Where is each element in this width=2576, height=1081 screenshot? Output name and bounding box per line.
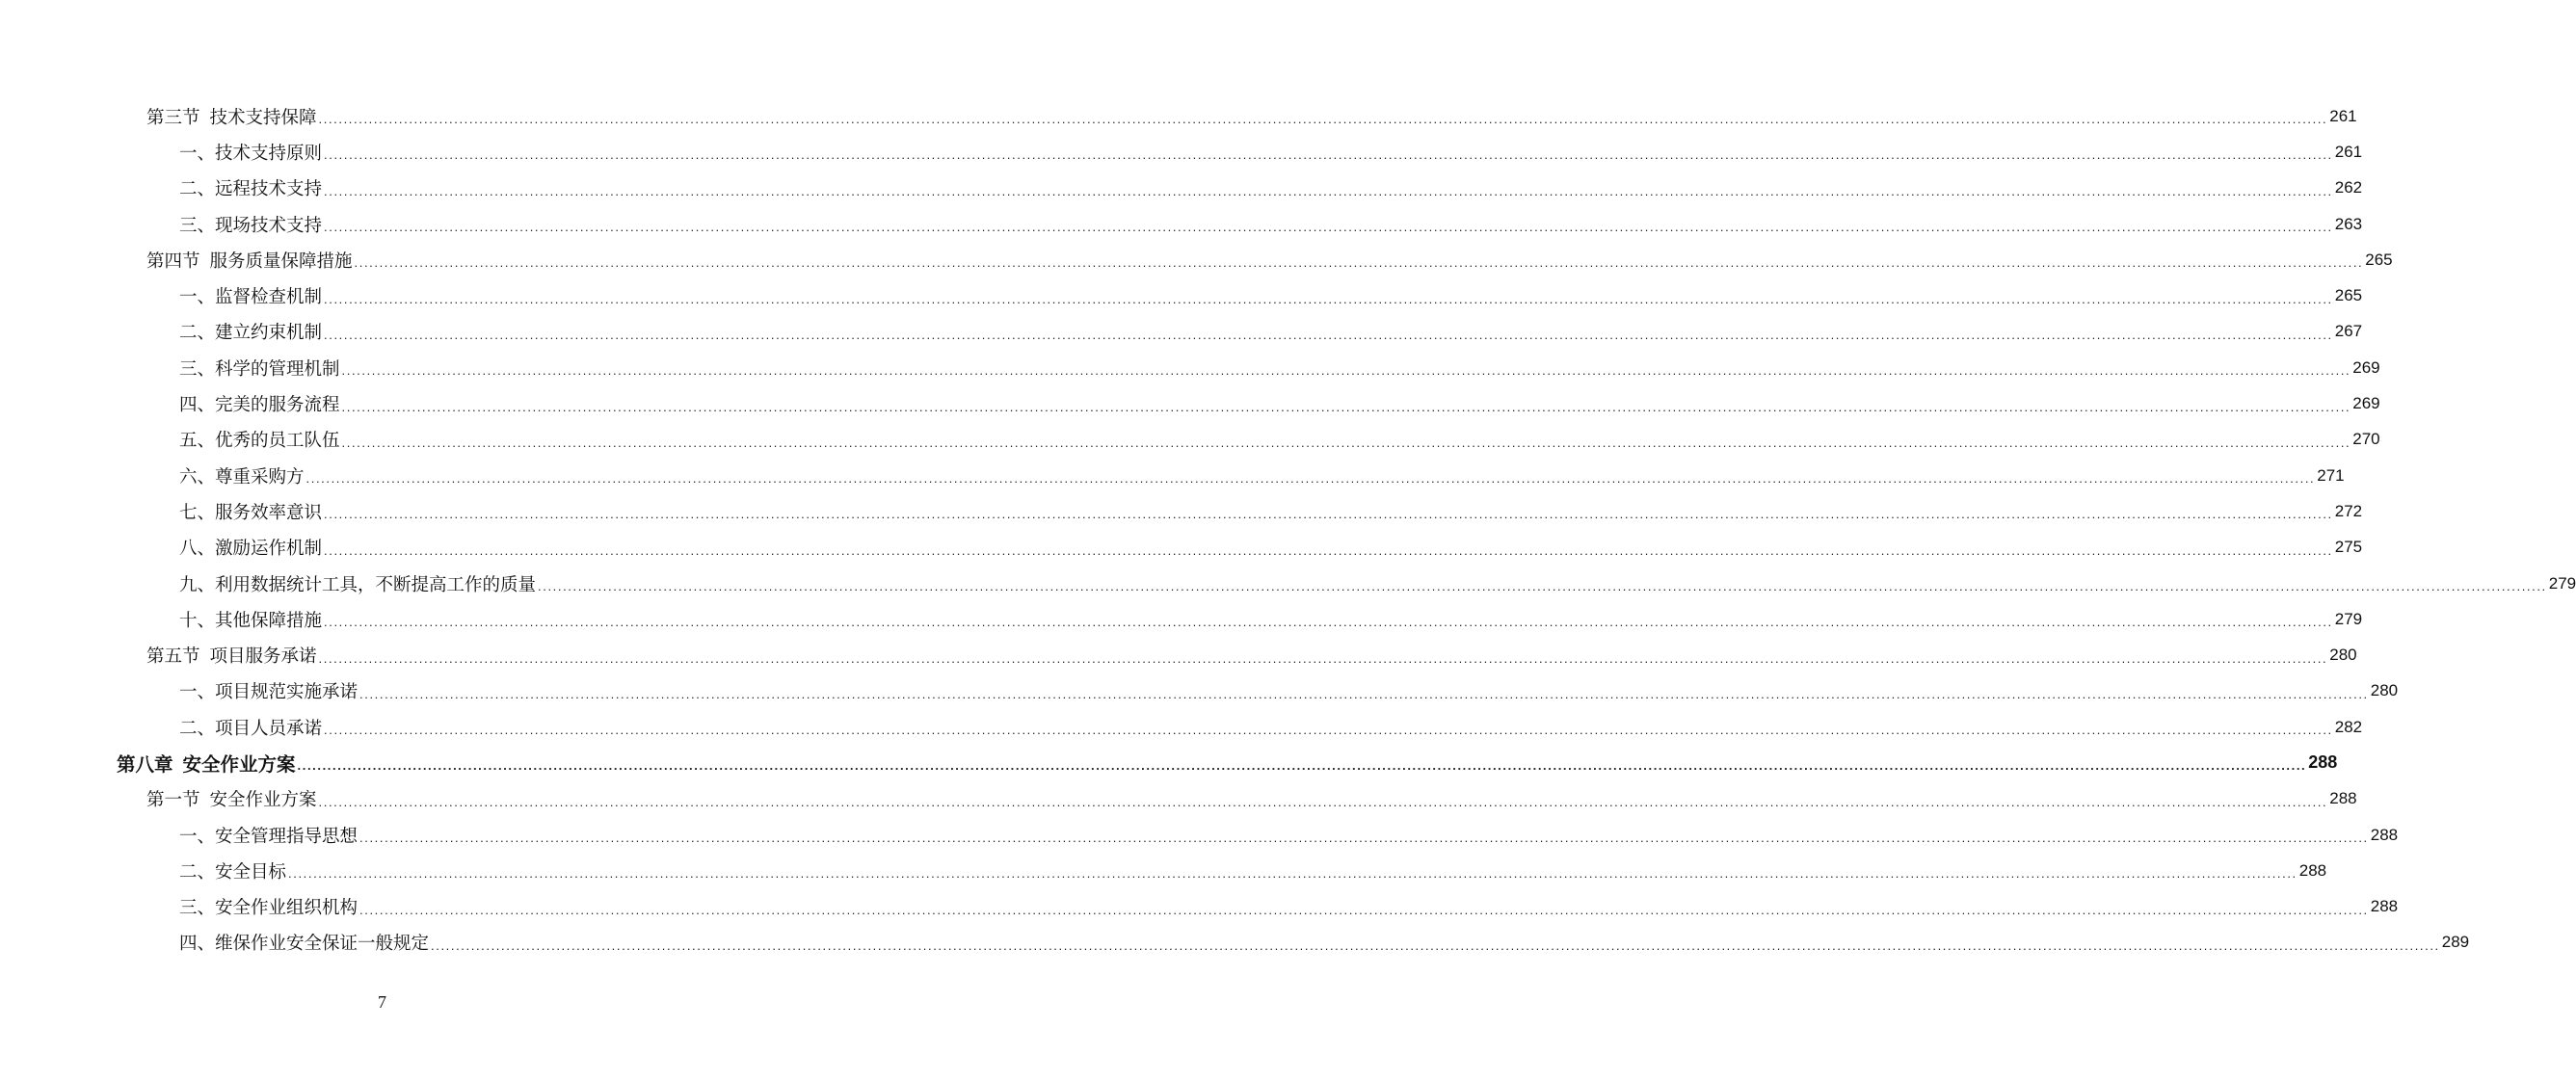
toc-entry-label: [146, 248, 353, 273]
toc-dot-leader: ................................................................................................................................................................................................................................................................................................................................................................................................................: [305, 471, 2316, 487]
toc-entry-page: 282: [2334, 717, 2363, 736]
toc-entry-title: 完美的服务流程: [215, 395, 340, 416]
toc-dot-leader: ................................................................................................................................................................................................................................................................................................................................................................................................................: [318, 112, 2328, 127]
toc-entry-title: 项目规范实施承诺: [215, 682, 359, 703]
toc-entry-label: [179, 858, 286, 883]
toc-dot-leader: ................................................................................................................................................................................................................................................................................................................................................................................................................: [341, 363, 2351, 379]
toc-entry-label: [179, 678, 358, 703]
toc-entry-page: 279: [2548, 573, 2576, 593]
toc-subsection-entry[interactable]: [0, 206, 2363, 242]
toc-section-entry[interactable]: [0, 98, 2357, 134]
toc-entry-title: 服务效率意识: [215, 502, 323, 523]
toc-entry-number: 第一节: [146, 790, 200, 811]
toc-subsection-entry[interactable]: [0, 314, 2363, 350]
toc-entry-label: [179, 535, 322, 560]
toc-entry-number: 十、: [179, 610, 216, 631]
toc-entry-page: 270: [2352, 430, 2380, 449]
toc-subsection-entry[interactable]: [0, 709, 2363, 745]
toc-dot-leader: ................................................................................................................................................................................................................................................................................................................................................................................................................: [324, 615, 2333, 630]
toc-entry-label: [146, 786, 317, 811]
toc-entry-page: 288: [2370, 897, 2399, 916]
toc-entry-number: 一、: [179, 143, 216, 164]
toc-entry-title: 服务质量保障措施: [209, 250, 353, 272]
toc-entry-title: 项目服务承诺: [209, 646, 317, 668]
toc-entry-page: 269: [2352, 394, 2380, 413]
toc-dot-leader: ................................................................................................................................................................................................................................................................................................................................................................................................................: [297, 758, 2307, 774]
toc-entry-label: [179, 391, 340, 416]
toc-entry-page: 288: [2370, 825, 2399, 844]
toc-dot-leader: ................................................................................................................................................................................................................................................................................................................................................................................................................: [341, 399, 2351, 414]
toc-entry-number: 五、: [179, 431, 216, 452]
toc-dot-leader: ................................................................................................................................................................................................................................................................................................................................................................................................................: [324, 723, 2333, 738]
toc-entry-number: 六、: [179, 466, 216, 488]
toc-entry-title: 安全作业方案: [209, 790, 317, 811]
toc-dot-leader: ................................................................................................................................................................................................................................................................................................................................................................................................................: [359, 902, 2369, 917]
toc-entry-number: 九、: [179, 574, 216, 595]
toc-entry-page: 261: [2329, 106, 2357, 125]
toc-entry-number: 第八章: [117, 752, 173, 776]
toc-entry-page: 265: [2334, 286, 2363, 305]
toc-entry-number: 二、: [179, 718, 216, 739]
toc-subsection-entry[interactable]: [0, 601, 2363, 637]
toc-subsection-entry[interactable]: [0, 458, 2345, 493]
toc-dot-leader: ................................................................................................................................................................................................................................................................................................................................................................................................................: [341, 435, 2351, 450]
toc-entry-page: 262: [2334, 178, 2363, 198]
toc-subsection-entry[interactable]: [0, 566, 2576, 601]
toc-entry-label: [146, 104, 317, 129]
toc-entry-label: [179, 319, 322, 344]
toc-entry-number: 三、: [179, 215, 216, 236]
toc-entry-title: 维保作业安全保证一般规定: [215, 934, 430, 955]
toc-dot-leader: ................................................................................................................................................................................................................................................................................................................................................................................................................: [359, 686, 2369, 701]
toc-subsection-entry[interactable]: [0, 817, 2399, 853]
toc-entry-label: [179, 463, 305, 488]
toc-entry-label: [179, 715, 322, 740]
toc-entry-title: 安全作业组织机构: [215, 898, 359, 919]
toc-entry-number: 第四节: [146, 250, 200, 272]
toc-entry-number: 四、: [179, 395, 216, 416]
toc-entry-label: [179, 499, 322, 524]
toc-entry-number: 一、: [179, 287, 216, 308]
toc-subsection-entry[interactable]: [0, 422, 2380, 458]
toc-entry-number: 二、: [179, 861, 216, 883]
toc-entry-page: 263: [2334, 214, 2363, 233]
toc-subsection-entry[interactable]: [0, 134, 2363, 170]
toc-subsection-entry[interactable]: [0, 277, 2363, 313]
toc-dot-leader: ................................................................................................................................................................................................................................................................................................................................................................................................................: [318, 650, 2328, 666]
toc-section-entry[interactable]: [0, 637, 2357, 672]
toc-dot-leader: ................................................................................................................................................................................................................................................................................................................................................................................................................: [431, 937, 2440, 953]
toc-subsection-entry[interactable]: [0, 530, 2363, 566]
toc-subsection-entry[interactable]: [0, 889, 2399, 925]
toc-dot-leader: ................................................................................................................................................................................................................................................................................................................................................................................................................: [359, 831, 2369, 846]
toc-entry-label: [179, 607, 322, 632]
toc-entry-page: 289: [2441, 933, 2470, 952]
toc-entry-title: 激励运作机制: [215, 539, 323, 560]
toc-entry-page: 265: [2365, 250, 2393, 269]
toc-dot-leader: ................................................................................................................................................................................................................................................................................................................................................................................................................: [324, 542, 2333, 558]
toc-dot-leader: ................................................................................................................................................................................................................................................................................................................................................................................................................: [324, 507, 2333, 522]
toc-entry-label: [146, 643, 317, 668]
toc-entry-label: [179, 930, 429, 955]
toc-entry-page: 261: [2334, 142, 2363, 161]
toc-entry-title: 利用数据统计工具，不断提高工作的质量: [215, 574, 537, 595]
toc-entry-number: 八、: [179, 539, 216, 560]
toc-entry-title: 尊重采购方: [215, 466, 305, 488]
toc-subsection-entry[interactable]: [0, 350, 2380, 385]
toc-entry-page: 272: [2334, 501, 2363, 520]
toc-entry-page: 288: [2329, 789, 2357, 808]
toc-entry-title: 其他保障措施: [215, 610, 323, 631]
toc-entry-number: 第三节: [146, 107, 200, 128]
toc-entry-number: 一、: [179, 682, 216, 703]
toc-dot-leader: ................................................................................................................................................................................................................................................................................................................................................................................................................: [324, 291, 2333, 306]
toc-entry-number: 七、: [179, 502, 216, 523]
toc-dot-leader: ................................................................................................................................................................................................................................................................................................................................................................................................................: [354, 255, 2364, 271]
toc-entry-label: [179, 356, 340, 381]
toc-subsection-entry[interactable]: [0, 171, 2363, 206]
toc-entry-page: 271: [2317, 465, 2345, 485]
toc-entry-title: 技术支持保障: [209, 107, 317, 128]
toc-chapter-entry[interactable]: [0, 745, 2338, 780]
toc-subsection-entry[interactable]: [0, 853, 2327, 888]
toc-entry-page: 280: [2370, 681, 2399, 700]
toc-entry-title: 安全管理指导思想: [215, 826, 359, 847]
table-of-contents: [0, 98, 2576, 961]
toc-entry-number: 二、: [179, 179, 216, 200]
toc-entry-label: [179, 140, 322, 165]
toc-entry-page: 279: [2334, 609, 2363, 628]
toc-subsection-entry[interactable]: [0, 925, 2470, 961]
toc-entry-label: [179, 175, 322, 200]
toc-entry-title: 优秀的员工队伍: [215, 431, 340, 452]
toc-entry-number: 三、: [179, 358, 216, 380]
toc-entry-label: [117, 750, 296, 777]
toc-dot-leader: ................................................................................................................................................................................................................................................................................................................................................................................................................: [288, 866, 2297, 882]
page-number: 7: [378, 992, 386, 1012]
toc-subsection-entry[interactable]: [0, 673, 2399, 709]
toc-entry-label: [179, 212, 322, 237]
toc-entry-title: 科学的管理机制: [215, 358, 340, 380]
toc-dot-leader: ................................................................................................................................................................................................................................................................................................................................................................................................................: [324, 147, 2333, 163]
toc-entry-page: 269: [2352, 357, 2380, 377]
toc-section-entry[interactable]: [0, 781, 2357, 817]
toc-dot-leader: ................................................................................................................................................................................................................................................................................................................................................................................................................: [324, 327, 2333, 342]
toc-entry-title: 项目人员承诺: [215, 718, 323, 739]
toc-entry-number: 第五节: [146, 646, 200, 668]
toc-dot-leader: ................................................................................................................................................................................................................................................................................................................................................................................................................: [324, 220, 2333, 235]
toc-entry-number: 一、: [179, 826, 216, 847]
toc-entry-title: 建立约束机制: [215, 323, 323, 344]
toc-entry-label: [179, 283, 322, 308]
toc-entry-title: 现场技术支持: [215, 215, 323, 236]
toc-entry-label: [179, 427, 340, 452]
toc-entry-title: 监督检查机制: [215, 287, 323, 308]
toc-entry-page: 288: [2308, 752, 2338, 773]
toc-entry-title: 远程技术支持: [215, 179, 323, 200]
toc-entry-page: 280: [2329, 646, 2357, 665]
toc-entry-number: 四、: [179, 934, 216, 955]
toc-entry-number: 三、: [179, 898, 216, 919]
toc-dot-leader: ................................................................................................................................................................................................................................................................................................................................................................................................................: [324, 183, 2333, 198]
toc-subsection-entry[interactable]: [0, 493, 2363, 529]
toc-entry-label: [179, 823, 358, 848]
toc-entry-title: 安全作业方案: [182, 752, 296, 776]
toc-entry-page: 275: [2334, 538, 2363, 557]
toc-entry-label: [179, 571, 536, 596]
toc-entry-title: 技术支持原则: [215, 143, 323, 164]
toc-entry-page: 288: [2298, 860, 2327, 880]
toc-entry-number: 二、: [179, 323, 216, 344]
toc-entry-label: [179, 894, 358, 919]
toc-dot-leader: ................................................................................................................................................................................................................................................................................................................................................................................................................: [538, 579, 2547, 593]
toc-entry-page: 267: [2334, 322, 2363, 341]
toc-section-entry[interactable]: [0, 242, 2393, 277]
toc-subsection-entry[interactable]: [0, 385, 2380, 421]
toc-entry-title: 安全目标: [215, 861, 287, 883]
toc-dot-leader: ................................................................................................................................................................................................................................................................................................................................................................................................................: [318, 794, 2328, 809]
